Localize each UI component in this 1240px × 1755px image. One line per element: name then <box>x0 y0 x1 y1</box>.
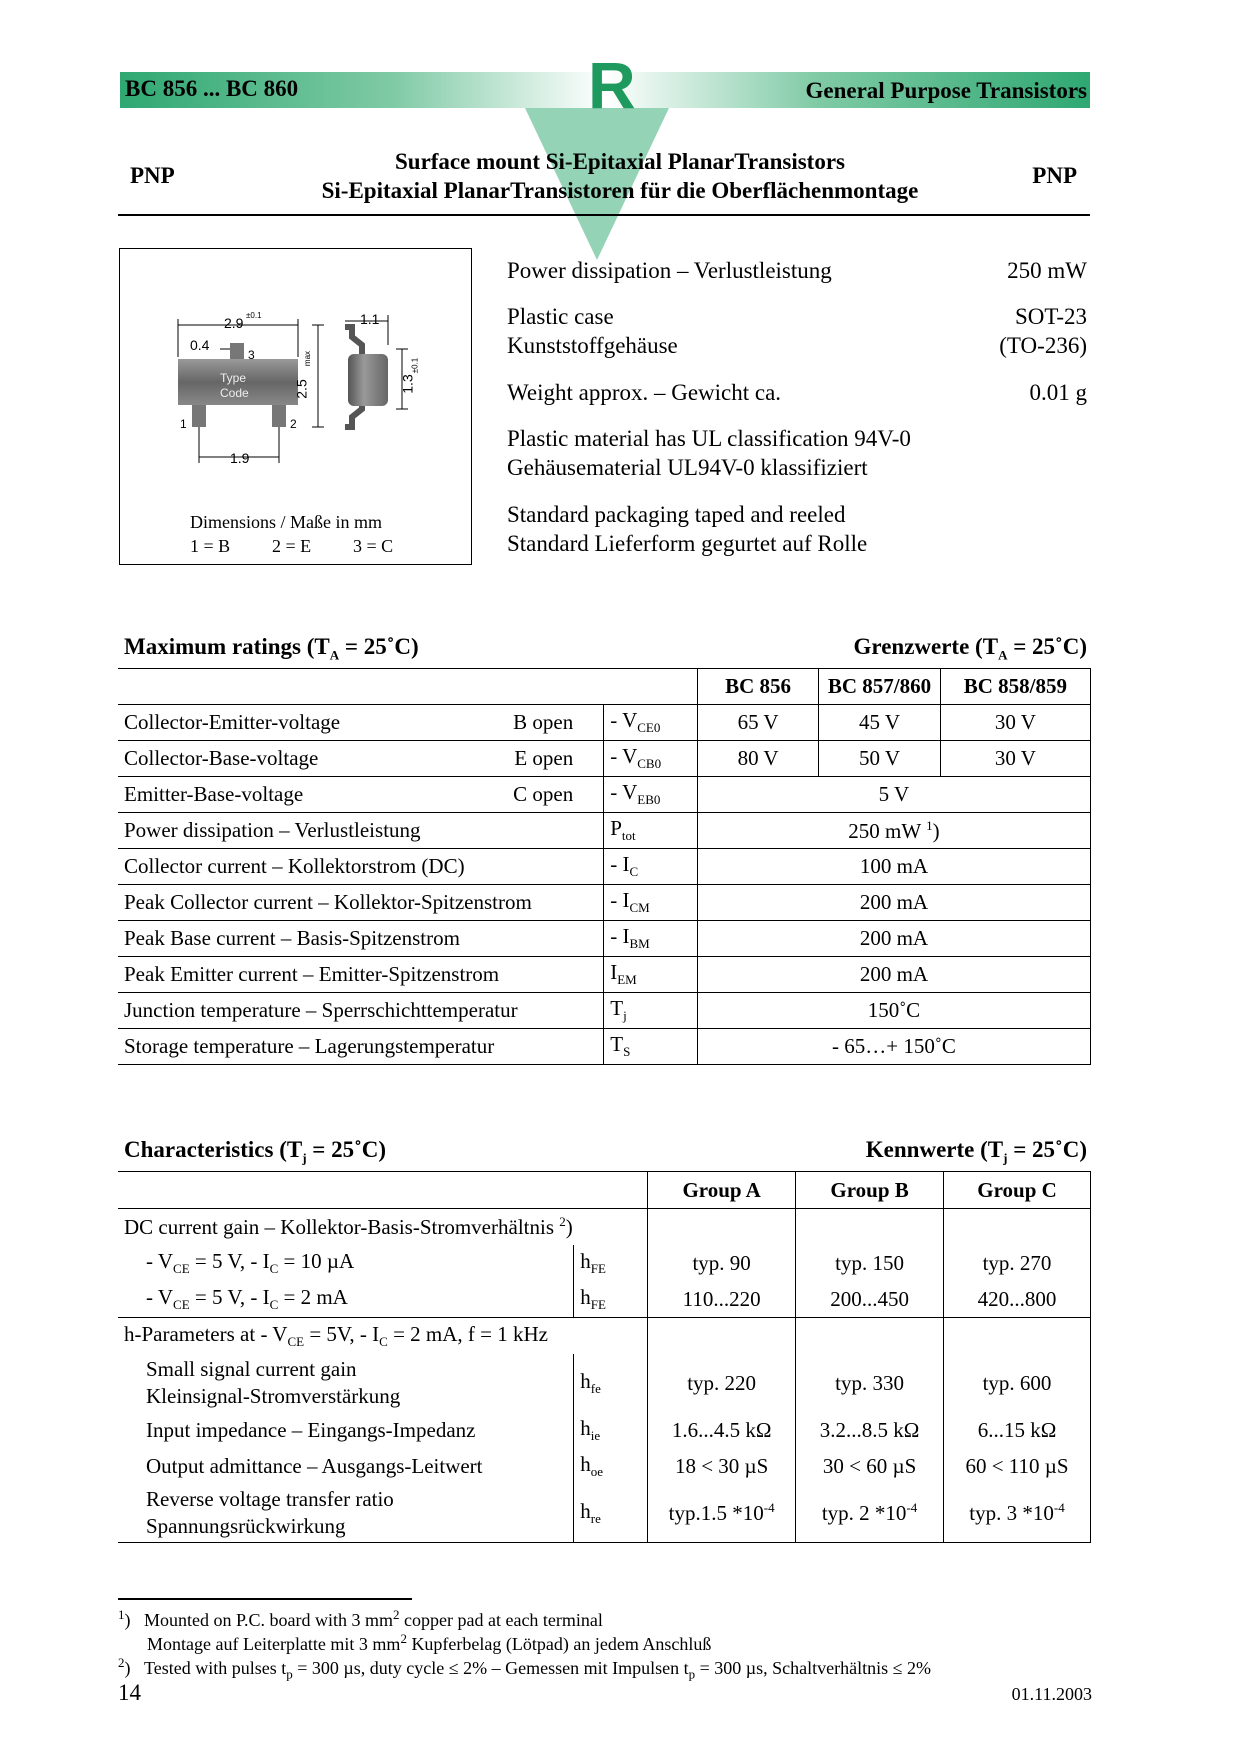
row-label: Collector-Base-voltage <box>124 746 319 770</box>
row-label: Peak Emitter current – Emitter-Spitzenstrom <box>118 957 604 993</box>
table-row <box>118 1245 1091 1281</box>
characteristics-table <box>118 1171 1091 1543</box>
table-row <box>118 1281 1091 1318</box>
spec-case-label-de: Kunststoffgehäuse <box>507 333 678 358</box>
page-number: 14 <box>118 1680 141 1705</box>
title-de: Si-Epitaxial PlanarTransistoren für die Oberflächenmontage <box>321 178 919 203</box>
table-row <box>118 1029 1091 1065</box>
cell-value: typ.1.5 $*10^{-4}$ <box>648 1484 796 1543</box>
spec-case-value-2: (TO-236) <box>999 333 1087 358</box>
pin-3-assignment: 3 = C <box>353 536 394 556</box>
pin-2-label: 2 <box>290 417 297 431</box>
row-label: Small signal current gain Kleinsignal-Stromverstärkung <box>146 1357 401 1408</box>
cell-value: 3.2...8.5 kΩ <box>796 1412 944 1448</box>
title-en: Surface mount Si-Epitaxial PlanarTransistors <box>394 149 845 174</box>
cell-value: 5 V <box>697 777 1090 813</box>
cell-value: 60 < 110 µS <box>944 1448 1091 1484</box>
row-symbol: $h_{oe}$ <box>574 1448 648 1484</box>
table-row <box>118 1318 1091 1355</box>
table-row <box>118 1448 1091 1484</box>
cell-value: typ. 330 <box>796 1354 944 1412</box>
dim-pin-pitch: 1.9 <box>230 450 250 466</box>
pin-2-assignment: 2 = E <box>272 536 312 556</box>
row-label: Storage temperature – Lagerungstemperatur <box>118 1029 604 1065</box>
row-label: Peak Base current – Basis-Spitzenstrom <box>118 921 604 957</box>
table-row <box>118 1412 1091 1448</box>
table-row <box>118 993 1091 1029</box>
cell-value: 200 mA <box>697 921 1090 957</box>
cell-value: 50 V <box>819 741 940 777</box>
h-params-label: h-Parameters at - $V_{CE} = 5V$, - $I_C = 2$ mA, f = 1 kHz <box>124 1321 548 1350</box>
cell-value: 100 mA <box>697 849 1090 885</box>
row-label: Collector-Emitter-voltage <box>124 710 341 734</box>
dim-height-sup: max <box>303 350 313 367</box>
row-symbol: $h_{FE}$ <box>574 1245 648 1281</box>
footnote-2: $^2$) Tested with pulses $t_p = 300$ µs, duty cycle ≤ 2% – Gemessen mit Impulsen $t_p = 300$ µs, Schaltverhältnis ≤ 2% <box>118 1655 931 1682</box>
pin-3-label: 3 <box>248 348 255 362</box>
cell-value: 200 mA <box>697 885 1090 921</box>
row-symbol: - $I_{BM}$ <box>604 921 698 957</box>
characteristics-title-de: Kennwerte ($T_j$ = 25˚C) <box>865 1137 1087 1166</box>
row-cond: B open <box>513 710 574 734</box>
cell-value: - 65…+ 150˚C <box>697 1029 1090 1065</box>
row-cond: - $V_{CE} = 5$ V, - $I_C = 10$ µA <box>146 1248 355 1277</box>
type-left: PNP <box>130 163 175 188</box>
document-date: 01.11.2003 <box>1011 1684 1092 1704</box>
cell-value: typ. 3 $*10^{-4}$ <box>944 1484 1091 1543</box>
table-row <box>118 1209 1091 1246</box>
row-symbol: $h_{re}$ <box>574 1484 648 1543</box>
row-label: Reverse voltage transfer ratio Spannungsrückwirkung <box>146 1487 394 1538</box>
spec-packaging-de: Standard Lieferform gegurtet auf Rolle <box>507 531 868 556</box>
cell-value: 250 mW $^1$) <box>697 813 1090 849</box>
table-row <box>118 957 1091 993</box>
cell-value: typ. 600 <box>944 1354 1091 1412</box>
pin-1-label: 1 <box>180 417 187 431</box>
title-divider <box>118 214 1090 216</box>
spec-case-value: SOT-23 <box>1015 304 1087 329</box>
col-group-a: Group A <box>648 1172 796 1209</box>
table-row <box>118 1354 1091 1412</box>
brand-logo: R <box>588 48 636 122</box>
table-row <box>118 705 1091 741</box>
spec-weight-label: Weight approx. – Gewicht ca. <box>507 380 782 405</box>
cell-value: 65 V <box>697 705 818 741</box>
cell-value: 30 V <box>940 705 1090 741</box>
dim-width: 2.9 <box>224 315 244 331</box>
col-group-b: Group B <box>796 1172 944 1209</box>
dim-side-width: 1.1 <box>360 311 380 327</box>
col-bc858: BC 858/859 <box>940 669 1090 705</box>
row-symbol: - $V_{CB0}$ <box>604 741 698 777</box>
type-code-label-1: Type <box>220 371 247 385</box>
row-cond: - $V_{CE} = 5$ V, - $I_C = 2$ mA <box>118 1281 574 1318</box>
row-symbol: - $V_{CE0}$ <box>604 705 698 741</box>
row-symbol: - $I_C$ <box>604 849 698 885</box>
cell-value: 200 mA <box>697 957 1090 993</box>
table-row <box>118 849 1091 885</box>
row-label: Collector current – Kollektorstrom (DC) <box>118 849 604 885</box>
header-category: General Purpose Transistors <box>805 78 1087 103</box>
footnote-1: $^1$) Mounted on P.C. board with 3 $mm^2$ copper pad at each terminal <box>118 1607 603 1630</box>
cell-value: typ. 2 $*10^{-4}$ <box>796 1484 944 1543</box>
cell-value: 110...220 <box>648 1281 796 1318</box>
row-symbol: $h_{ie}$ <box>574 1412 648 1448</box>
spec-ul-en: Plastic material has UL classification 94V-0 <box>507 426 911 451</box>
dim-body-height: 1.3 <box>399 374 416 394</box>
cell-value: 45 V <box>819 705 940 741</box>
table-row <box>118 741 1091 777</box>
row-symbol: $h_{fe}$ <box>574 1354 648 1412</box>
cell-value: typ. 220 <box>648 1354 796 1412</box>
row-label: Junction temperature – Sperrschichttemperatur <box>118 993 604 1029</box>
table-row <box>118 921 1091 957</box>
max-ratings-title-en: Maximum ratings ($T_A$ = 25˚C) <box>124 634 419 663</box>
row-label: Emitter-Base-voltage <box>124 782 304 806</box>
dim-body-height-sup: ±0.1 <box>410 357 420 374</box>
row-symbol: $P_{tot}$ <box>604 813 698 849</box>
col-bc857: BC 857/860 <box>819 669 940 705</box>
col-group-c: Group C <box>944 1172 1091 1209</box>
row-symbol: - $V_{EB0}$ <box>604 777 698 813</box>
cell-value: 150˚C <box>697 993 1090 1029</box>
table-row <box>118 885 1091 921</box>
table-row <box>118 813 1091 849</box>
row-symbol: $h_{FE}$ <box>574 1281 648 1318</box>
row-label: Output admittance – Ausgangs-Leitwert <box>146 1453 483 1478</box>
header-part-number: BC 856 ... BC 860 <box>125 76 299 101</box>
type-code-label-2: Code <box>220 386 249 400</box>
row-label: Input impedance – Eingangs-Impedanz <box>146 1417 476 1442</box>
col-bc856: BC 856 <box>697 669 818 705</box>
row-symbol: - $I_{CM}$ <box>604 885 698 921</box>
cell-value: 18 < 30 µS <box>648 1448 796 1484</box>
row-cond: E open <box>514 746 574 770</box>
cell-value: typ. 270 <box>944 1245 1091 1281</box>
cell-value: 1.6...4.5 kΩ <box>648 1412 796 1448</box>
spec-packaging-en: Standard packaging taped and reeled <box>507 502 846 527</box>
row-symbol: $I_{EM}$ <box>604 957 698 993</box>
table-row <box>118 1484 1091 1543</box>
cell-value: 80 V <box>697 741 818 777</box>
characteristics-title-en: Characteristics ($T_j$ = 25˚C) <box>124 1137 387 1166</box>
row-label: Peak Collector current – Kollektor-Spitzenstrom <box>118 885 604 921</box>
row-label: Power dissipation – Verlustleistung <box>118 813 604 849</box>
table-row <box>118 669 1091 705</box>
pin-1-assignment: 1 = B <box>190 536 231 556</box>
row-symbol: $T_j$ <box>604 993 698 1029</box>
spec-power-label: Power dissipation – Verlustleistung <box>507 258 832 283</box>
dimension-caption: Dimensions / Maße in mm <box>190 512 382 532</box>
row-cond: C open <box>513 782 574 806</box>
dim-width-tolerance: ±0.1 <box>246 311 262 320</box>
cell-value: 30 V <box>940 741 1090 777</box>
spec-ul-de: Gehäusematerial UL94V-0 klassifiziert <box>507 455 868 480</box>
spec-power-value: 250 mW <box>1007 258 1087 283</box>
cell-value: 30 < 60 µS <box>796 1448 944 1484</box>
max-ratings-table <box>118 668 1091 1065</box>
cell-value: 6...15 kΩ <box>944 1412 1091 1448</box>
dc-gain-label: DC current gain – Kollektor-Basis-Stromverhältnis $^2$) <box>124 1214 573 1239</box>
cell-value: 420...800 <box>944 1281 1091 1318</box>
cell-value: 200...450 <box>796 1281 944 1318</box>
spec-case-label: Plastic case <box>507 304 614 329</box>
cell-value: typ. 150 <box>796 1245 944 1281</box>
max-ratings-title-de: Grenzwerte ($T_A$ = 25˚C) <box>853 634 1087 663</box>
footnote-divider <box>118 1598 412 1600</box>
table-row <box>118 1172 1091 1209</box>
spec-weight-value: 0.01 g <box>1029 380 1087 405</box>
dim-pin-width: 0.4 <box>190 337 210 353</box>
package-drawing-box <box>119 248 472 565</box>
cell-value: typ. 90 <box>648 1245 796 1281</box>
footnote-1-de: Montage auf Leiterplatte mit 3 $mm^2$ Kupferbelag (Lötpad) an jedem Anschluß <box>147 1631 712 1654</box>
dim-height: 2.5 <box>293 379 310 399</box>
row-symbol: $T_S$ <box>604 1029 698 1065</box>
type-right: PNP <box>1032 163 1077 188</box>
table-row <box>118 777 1091 813</box>
